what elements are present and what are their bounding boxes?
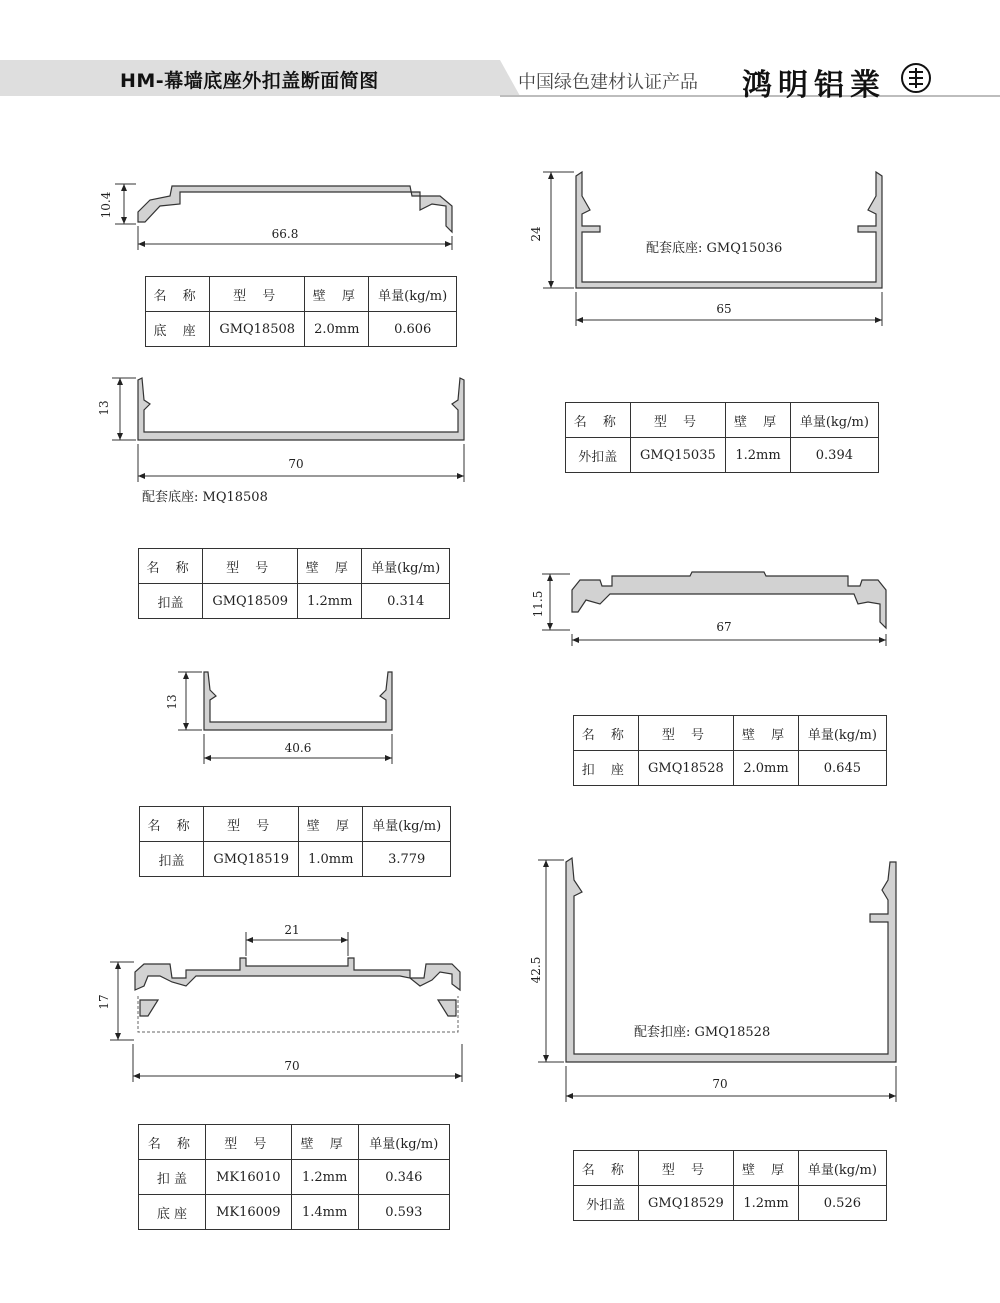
cell-model: MK16010 [205,1160,291,1195]
table-header-row [140,807,451,842]
col-name-header: 名 称 [139,549,203,584]
cell-weight: 3.779 [363,842,451,877]
p4-width-label: 70 [284,1059,300,1073]
spec-table-p1 [145,276,457,347]
brand-name: 鸿明铝業 [742,68,886,103]
p6-height-label: 11.5 [531,590,545,618]
spec-table-p6 [573,715,887,786]
p4-inner-label: 21 [284,923,300,937]
page-title: HM-幕墙底座外扣盖断面简图 [120,70,379,92]
p2-height-label: 13 [97,400,111,416]
col-thickness-header: 壁 厚 [305,277,369,312]
table-row [574,1186,887,1221]
cell-thickness: 1.2mm [726,438,791,473]
table-row [139,1160,450,1195]
col-weight-header: 单量(kg/m) [362,549,450,584]
table-header-row [566,403,879,438]
col-model-header: 型 号 [638,716,734,751]
cell-weight: 0.394 [790,438,878,473]
table-header-row [146,277,457,312]
col-name-header: 名 称 [574,1151,639,1186]
col-model-header: 型 号 [210,277,305,312]
table-row [139,584,450,619]
table-row [566,438,879,473]
col-name-header: 名 称 [574,716,639,751]
spec-table-p3 [139,806,451,877]
col-model-header: 型 号 [630,403,726,438]
header-tagline: 中国绿色建材认证产品 [518,72,698,93]
cell-name: 外扣盖 [566,438,631,473]
col-model-header: 型 号 [203,549,298,584]
table-header-row [574,1151,887,1186]
spec-table-p7 [573,1150,887,1221]
p6-width-label: 67 [716,620,732,634]
spec-table-p5 [565,402,879,473]
profile-p5-section [576,172,882,288]
cell-thickness: 1.2mm [298,584,362,619]
p1-width-label: 66.8 [271,227,299,241]
p3-width-label: 40.6 [284,741,312,755]
table-row [139,1195,450,1230]
p5-mating-note: 配套底座: GMQ15036 [646,241,783,256]
col-model-header: 型 号 [205,1125,291,1160]
cell-thickness: 1.2mm [734,1186,799,1221]
cell-model: MK16009 [205,1195,291,1230]
cell-name: 扣 座 [574,751,639,786]
col-thickness-header: 壁 厚 [298,549,362,584]
col-thickness-header: 壁 厚 [734,716,799,751]
cell-thickness: 1.4mm [291,1195,358,1230]
table-row [574,751,887,786]
profile-p4-section [135,958,460,1016]
table-row [146,312,457,347]
col-model-header: 型 号 [638,1151,734,1186]
spec-table-p4 [138,1124,450,1230]
cell-name: 扣盖 [140,842,204,877]
cell-model: GMQ18509 [203,584,298,619]
cell-name: 扣 盖 [139,1160,206,1195]
cell-name: 底 座 [139,1195,206,1230]
profile-p3-section [204,672,392,730]
cell-weight: 0.593 [358,1195,449,1230]
p5-width-label: 65 [716,302,732,316]
spec-table-p2 [138,548,450,619]
col-weight-header: 单量(kg/m) [358,1125,449,1160]
profile-p2-section [138,378,464,440]
cell-model: GMQ18519 [204,842,299,877]
p7-width-label: 70 [712,1077,728,1091]
col-name-header: 名 称 [566,403,631,438]
col-weight-header: 单量(kg/m) [363,807,451,842]
col-name-header: 名 称 [139,1125,206,1160]
col-weight-header: 单量(kg/m) [798,1151,886,1186]
profile-p1-section [138,186,452,232]
cell-weight: 0.526 [798,1186,886,1221]
cell-name: 底 座 [146,312,210,347]
cell-model: GMQ15035 [630,438,726,473]
col-weight-header: 单量(kg/m) [790,403,878,438]
table-row [140,842,451,877]
p2-mating-note: 配套底座: MQ18508 [142,490,268,505]
col-thickness-header: 壁 厚 [291,1125,358,1160]
p4-height-label: 17 [97,994,111,1010]
col-model-header: 型 号 [204,807,299,842]
col-weight-header: 单量(kg/m) [798,716,886,751]
col-thickness-header: 壁 厚 [734,1151,799,1186]
col-thickness-header: 壁 厚 [299,807,363,842]
col-name-header: 名 称 [140,807,204,842]
cell-model: GMQ18508 [210,312,305,347]
cell-weight: 0.346 [358,1160,449,1195]
cell-model: GMQ18529 [638,1186,734,1221]
table-header-row [574,716,887,751]
p3-height-label: 13 [165,694,179,710]
table-header-row [139,1125,450,1160]
table-header-row [139,549,450,584]
p7-mating-note: 配套扣座: GMQ18528 [634,1025,771,1040]
col-name-header: 名 称 [146,277,210,312]
cell-thickness: 2.0mm [734,751,799,786]
cell-thickness: 2.0mm [305,312,369,347]
col-thickness-header: 壁 厚 [726,403,791,438]
cell-weight: 0.606 [369,312,457,347]
cell-name: 扣盖 [139,584,203,619]
p2-width-label: 70 [288,457,304,471]
p7-height-label: 42.5 [529,956,543,984]
cell-weight: 0.645 [798,751,886,786]
cell-model: GMQ18528 [638,751,734,786]
col-weight-header: 单量(kg/m) [369,277,457,312]
cell-weight: 0.314 [362,584,450,619]
cell-thickness: 1.2mm [291,1160,358,1195]
p1-height-label: 10.4 [99,191,113,219]
p5-height-label: 24 [529,226,543,242]
cell-thickness: 1.0mm [299,842,363,877]
cell-name: 外扣盖 [574,1186,639,1221]
